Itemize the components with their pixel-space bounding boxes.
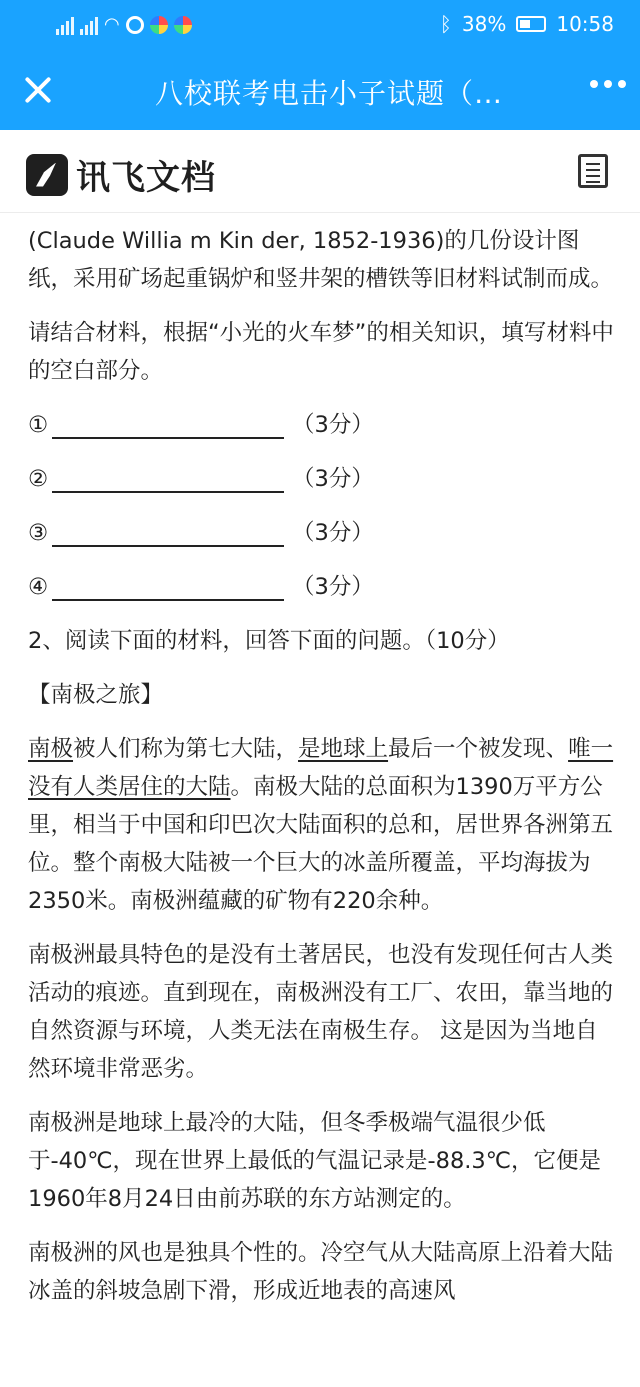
- app-bar: [0, 52, 640, 130]
- answer-line-2: [28, 460, 618, 498]
- brand-name: 讯飞文档: [76, 158, 216, 198]
- answer-points: （3分）: [292, 466, 374, 492]
- answer-points: （3分）: [292, 412, 374, 438]
- answer-number: ②: [28, 466, 49, 492]
- alarm-icon: [126, 16, 144, 34]
- battery-icon: [516, 16, 546, 32]
- answer-blank: [52, 411, 284, 439]
- answer-line-4: [28, 568, 618, 606]
- underlined-text: 南极: [28, 736, 74, 762]
- text-run: 被人们称为第七大陆，: [73, 736, 299, 762]
- brand-bar: [0, 130, 640, 213]
- signal-no-sim-icon: [56, 15, 74, 35]
- paragraph-2: 请结合材料，根据“小光的火车梦”的相关知识，填写材料中的空白部分。: [28, 320, 614, 384]
- bluetooth-icon: ᛒ: [439, 12, 452, 36]
- paragraph-6: 南极洲的风也是独具个性的。冷空气从大陆高原上沿着大陆冰盖的斜坡急剧下滑，形成近地表的高速风: [28, 1240, 614, 1304]
- answer-line-1: [28, 406, 618, 444]
- paragraph-3: [28, 730, 618, 920]
- text-run: 。南极大陆的总面积为1390万平方公里，相当于中国和印巴次大陆面积的总和，居世界各洲第五位。整个南极大陆被一个巨大的冰盖所覆盖，平均海拔为2350米。南极洲蕴藏的矿物有220余种。: [28, 774, 614, 914]
- page-title: 八校联考电击小子试题（…: [155, 77, 504, 110]
- signal-no-sim-icon: [80, 15, 98, 35]
- answer-line-3: [28, 514, 618, 552]
- answer-blank: [52, 573, 284, 601]
- status-bar: [0, 0, 640, 52]
- paragraph-5: 南极洲是地球上最冷的大陆，但冬季极端气温很少低于-40℃，现在世界上最低的气温记录是-88.3℃，它便是1960年8月24日由前苏联的东方站测定的。: [28, 1110, 602, 1212]
- answer-blank: [52, 519, 284, 547]
- underlined-text: 是地球上: [298, 736, 389, 762]
- app-icon: [174, 16, 192, 34]
- answer-number: ①: [28, 412, 49, 438]
- question-2: 2、阅读下面的材料，回答下面的问题。（10分）: [28, 628, 510, 654]
- answer-points: （3分）: [292, 520, 374, 546]
- clock: 10:58: [556, 12, 614, 36]
- menu-icon[interactable]: [578, 154, 608, 188]
- status-icons-right: [440, 12, 614, 36]
- status-icons-left: [56, 14, 192, 35]
- answer-number: ③: [28, 520, 49, 546]
- answer-points: （3分）: [292, 574, 374, 600]
- logo-icon: [26, 154, 68, 196]
- app-icon: [150, 16, 168, 34]
- close-icon[interactable]: [18, 70, 58, 110]
- logo: [26, 150, 216, 199]
- answer-number: ④: [28, 574, 49, 600]
- paragraph-1: (Claude Willia m Kin der, 1852-1936)的几份设计图纸，采用矿场起重锅炉和竖井架的槽铁等旧材料试制而成。: [28, 228, 614, 292]
- answer-blank: [52, 465, 284, 493]
- wifi-icon: ◠: [104, 14, 120, 35]
- battery-level: 38%: [461, 12, 507, 36]
- more-icon[interactable]: [590, 80, 626, 88]
- underlined-text: 唯一没有人类居住的大陆: [28, 736, 614, 800]
- paragraph-4: 南极洲最具特色的是没有土著居民，也没有发现任何古人类活动的痕迹。直到现在，南极洲没有工厂、农田，靠当地的自然资源与环境，人类无法在南极生存。 这是因为当地自然环境非常恶劣。: [28, 942, 614, 1082]
- section-heading: 【南极之旅】: [28, 682, 164, 708]
- text-run: 最后一个被发现、: [388, 736, 569, 762]
- document-content: [28, 222, 618, 1326]
